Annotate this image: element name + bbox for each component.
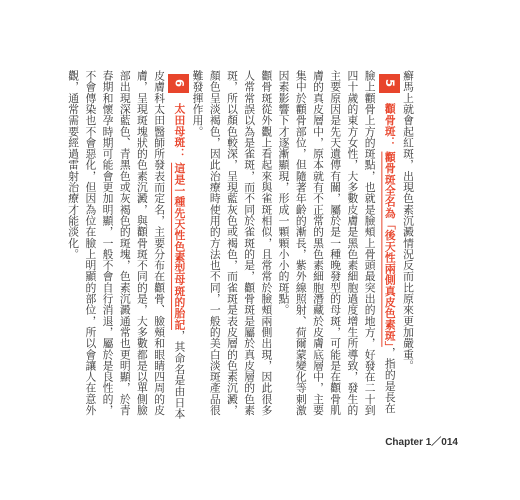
section-6-paragraph-1: ，其命名是由日本皮膚科太田醫師所發表而定名，主要分布在顴骨、臉頰和眼睛四周的皮膚，呈現斑塊狀的色素沉澱，與顴骨斑不同的是，大多數都是以單側臉部出現深藍色、青黑色或灰褐色的斑塊，色素沉澱通常也更明顯，於青春期和懷孕時期可能會更加明顯，一般不會自行消退，屬於是良性的，不會傳染也不會惡化，但因為位在臉上明顯的部位，所以會讓人在意外觀，通常需要經過雷射治療才能淡化。 [67,70,187,420]
section-5-number: 5 [382,79,397,88]
section-6-badge [168,74,189,93]
section-6 [65,70,189,422]
intro-paragraph: 癬馬上就會起紅斑，出現色素沉澱情況反而比原來更加嚴重。 [402,70,415,372]
section-6-lead: 這是一種先天性色素型母斑的胎記 [173,162,187,330]
section-5-paragraph-1: ，指的是長在臉上顴骨上方的斑點，也就是臉頰上骨頭最突出的地方，好發在二十到四十歲的東方女性，大多數皮膚是黑色素細胞過度增生所導致，發生的主要原因是先天遺傳有關，屬於是一種晚發型的母斑，可能是在顴骨肌膚的真皮層中，原本就有不正常的黑色素細胞潛藏於皮膚底層中，主要集中於顴骨部位，但隨著年齡的漸長，紫外線照射、荷爾蒙變化等刺激因素影響下才逐漸顯現，形成一顆顆小小的斑點。 [277,70,397,416]
section-5-badge [379,74,400,93]
vertical-text-block [67,70,417,422]
section-6-number: 6 [172,79,187,88]
section-5-title: 顴骨斑： [383,103,397,148]
section-5-paragraph-2: 顴骨斑從外觀上看起來與雀斑相似，且常常於臉頰兩側出現，因此很多人常常誤以為是雀斑，而不同於雀斑的是，顴骨斑是屬於真皮層的色素斑，所以顏色較深，呈現藍灰色或褐色，而雀斑是表皮層的色素沉澱，顏色呈淡褐色，因此治療時使用的方法也不同，一般的美白淡斑產品很難發揮作用。 [191,70,274,416]
chapter-page-footer: Chapter 1／014 [385,437,458,448]
section-5-lead: 顴骨斑全名為「後天性兩側真皮色素斑」 [383,151,397,347]
section-5 [275,70,399,422]
section-6-title: 太田母斑： [173,103,187,159]
